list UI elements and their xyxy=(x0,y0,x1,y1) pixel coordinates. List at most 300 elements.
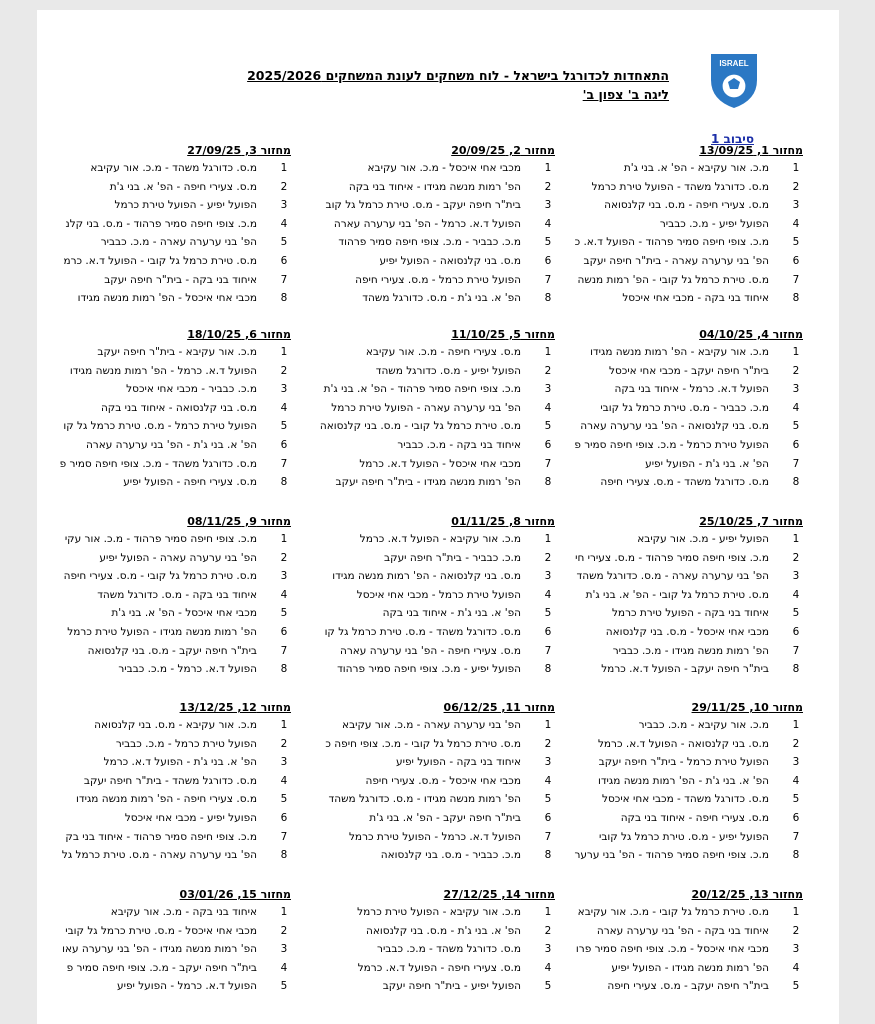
match-number: 1 xyxy=(544,162,552,174)
match-number: 7 xyxy=(544,644,552,657)
match-number: 5 xyxy=(792,793,800,806)
match-teams: הפועל טירת כרמל - בית"ר חיפה יעקב xyxy=(598,756,769,769)
round-title: מחזור 9, 08/11/25 xyxy=(187,515,291,528)
round-title: מחזור 13, 20/12/25 xyxy=(691,888,803,901)
match-number: 5 xyxy=(544,236,552,249)
match-teams: מ.ס. כדורגל משהד - מ.כ. אור עקיבא xyxy=(90,162,257,174)
match-teams: הפ' בני ערערה עארה - מ.ס. טירת כרמל גל xyxy=(61,849,257,862)
match-row xyxy=(305,922,555,941)
match-row xyxy=(305,362,555,381)
match-teams: מ.ס. כדורגל משהד - מכבי אחי איכסל xyxy=(602,793,769,806)
match-row xyxy=(41,530,291,549)
match-row xyxy=(41,196,291,215)
round-block xyxy=(41,326,291,492)
match-teams: הפועל יפיע - מ.כ. אור עקיבא xyxy=(637,533,769,545)
match-number: 1 xyxy=(280,719,288,731)
round-title: מחזור 2, 20/09/25 xyxy=(451,144,555,157)
match-row xyxy=(41,790,291,809)
match-teams: הפ' בני ערערה עארה - הפועל יפיע xyxy=(99,551,257,564)
match-teams: הפ' רמות מנשה מגידו - הפועל טירת כרמל xyxy=(67,625,257,638)
match-row xyxy=(305,455,555,474)
match-row xyxy=(553,716,803,735)
match-number: 5 xyxy=(792,607,800,620)
match-teams: מ.ס. כדורגל משהד - בית"ר חיפה יעקב xyxy=(83,774,257,787)
match-number: 8 xyxy=(792,663,800,676)
match-teams: בית"ר חיפה יעקב - מ.ס. צעירי חיפה xyxy=(607,980,769,993)
match-teams: הפ' א. בני ג'ת - הפועל ד.א. כרמל xyxy=(103,756,257,769)
document-title: התאחדות לכדורגל בישראל - לוח משחקים לעונת המשחקים 2025/2026 xyxy=(247,68,669,83)
match-number: 2 xyxy=(792,737,800,750)
match-row xyxy=(41,586,291,605)
match-teams: מ.כ. כבביר - מ.ס. טירת כרמל גל קובי xyxy=(600,401,769,414)
match-row xyxy=(553,660,803,679)
match-row xyxy=(305,772,555,791)
match-teams: מ.כ. כבביר - מ.ס. בני קלנסואה xyxy=(380,849,521,862)
match-row xyxy=(305,271,555,290)
match-number: 1 xyxy=(280,162,288,174)
match-row xyxy=(41,735,291,754)
match-teams: איחוד בני בקה - מ.כ. כבביר xyxy=(397,438,521,451)
match-teams: מכבי אחי איכסל - מ.כ. צופי חיפה סמיר פרו xyxy=(575,943,769,956)
match-number: 6 xyxy=(280,625,288,638)
match-number: 1 xyxy=(792,346,800,358)
match-teams: הפועל טירת כרמל - מכבי אחי איכסל xyxy=(356,588,521,601)
match-row xyxy=(305,604,555,623)
match-number: 2 xyxy=(280,737,288,750)
round-block xyxy=(305,513,555,679)
match-teams: מ.ס. בני קלנסואה - הפועל יפיע xyxy=(379,254,521,267)
match-number: 7 xyxy=(280,644,288,657)
match-number: 7 xyxy=(792,644,800,657)
match-number: 3 xyxy=(544,383,552,396)
match-teams: מ.כ. צופי חיפה סמיר פרהוד - מ.ס. בני קלנ xyxy=(65,217,257,230)
match-number: 4 xyxy=(280,401,288,414)
match-number: 7 xyxy=(792,457,800,470)
match-row xyxy=(305,530,555,549)
match-row xyxy=(41,436,291,455)
match-number: 8 xyxy=(544,292,552,305)
match-row xyxy=(553,790,803,809)
match-number: 7 xyxy=(280,273,288,286)
match-row xyxy=(305,586,555,605)
ifa-logo xyxy=(705,50,763,110)
match-teams: מכבי אחי איכסל - הפ' רמות מנשה מגידו xyxy=(77,292,257,305)
match-number: 6 xyxy=(544,625,552,638)
match-number: 6 xyxy=(792,625,800,638)
match-number: 1 xyxy=(544,533,552,545)
match-row xyxy=(305,289,555,308)
match-number: 1 xyxy=(544,906,552,918)
match-teams: בית"ר חיפה יעקב - מכבי אחי איכסל xyxy=(609,364,769,377)
match-teams: הפועל יפיע - מ.כ. כבביר xyxy=(659,217,769,230)
match-number: 3 xyxy=(280,756,288,769)
match-row xyxy=(553,380,803,399)
round-title: מחזור 7, 25/10/25 xyxy=(699,515,803,528)
match-teams: מ.כ. צופי חיפה סמיר פרהוד - איחוד בני בק xyxy=(65,830,257,843)
match-teams: איחוד בני בקה - בית"ר חיפה יעקב xyxy=(104,273,257,286)
document-page xyxy=(37,10,839,1024)
match-row xyxy=(41,417,291,436)
match-row xyxy=(41,604,291,623)
match-row xyxy=(553,567,803,586)
match-number: 1 xyxy=(792,906,800,918)
match-number: 2 xyxy=(544,924,552,937)
match-teams: מ.ס. בני קלנסואה - הפ' רמות מנשה מגידו xyxy=(332,570,521,583)
match-number: 4 xyxy=(544,588,552,601)
match-teams: מ.ס. צעירי חיפה - הפועל יפיע xyxy=(123,476,257,489)
match-row xyxy=(41,846,291,865)
match-row xyxy=(305,196,555,215)
match-number: 2 xyxy=(280,364,288,377)
match-row xyxy=(553,399,803,418)
match-row xyxy=(553,586,803,605)
match-number: 1 xyxy=(792,162,800,174)
match-row xyxy=(305,790,555,809)
match-row xyxy=(305,417,555,436)
match-number: 6 xyxy=(792,438,800,451)
match-row xyxy=(41,716,291,735)
match-teams: מ.כ. כבביר - מכבי אחי איכסל xyxy=(126,383,257,396)
match-row xyxy=(41,660,291,679)
round-title: מחזור 11, 06/12/25 xyxy=(443,701,555,714)
match-row xyxy=(41,959,291,978)
match-teams: מ.ס. כדורגל משהד - מ.כ. כבביר xyxy=(377,943,521,956)
match-row xyxy=(553,959,803,978)
round-title: מחזור 14, 27/12/25 xyxy=(443,888,555,901)
match-teams: הפ' רמות מנשה מגידו - איחוד בני בקה xyxy=(348,180,521,193)
match-teams: הפועל ד.א. כרמל - מ.כ. כבביר xyxy=(118,663,257,676)
match-number: 7 xyxy=(544,273,552,286)
match-row xyxy=(305,846,555,865)
match-number: 8 xyxy=(280,663,288,676)
match-teams: הפ' בני ערערה עארה - בית"ר חיפה יעקב xyxy=(583,254,769,267)
match-teams: מ.ס. בני קלנסואה - הפ' בני ערערה עארה xyxy=(580,420,769,433)
match-teams: מ.ס. צעירי חיפה - הפ' א. בני ג'ת xyxy=(109,180,257,193)
match-teams: בית"ר חיפה יעקב - מ.ס. טירת כרמל גל קוב xyxy=(325,199,521,212)
match-teams: מ.ס. כדורגל משהד - הפועל טירת כרמל xyxy=(591,180,769,193)
match-teams: הפ' רמות מנשה מגידו - בית"ר חיפה יעקב xyxy=(335,476,521,489)
match-row xyxy=(305,977,555,996)
match-row xyxy=(305,252,555,271)
match-row xyxy=(553,772,803,791)
match-row xyxy=(305,753,555,772)
match-number: 4 xyxy=(544,217,552,230)
match-teams: מכבי אחי איכסל - מ.ס. צעירי חיפה xyxy=(365,774,521,787)
round-title: מחזור 12, 13/12/25 xyxy=(179,701,291,714)
match-teams: הפועל ד.א. כרמל - איחוד בני בקה xyxy=(614,383,769,396)
match-teams: הפועל ד.א. כרמל - הפ' בני ערערה עארה xyxy=(333,217,521,230)
match-number: 4 xyxy=(792,588,800,601)
round-title: מחזור 1, 13/09/25 xyxy=(699,144,803,157)
match-teams: מ.כ. צופי חיפה סמיר פרהוד - הפ' בני ערער xyxy=(574,849,769,862)
match-number: 7 xyxy=(280,830,288,843)
match-row xyxy=(553,271,803,290)
match-row xyxy=(41,772,291,791)
match-teams: הפועל טירת כרמל - מ.ס. טירת כרמל גל קו xyxy=(63,420,257,433)
round-block xyxy=(553,326,803,492)
match-teams: מ.כ. אור עקיבא - בית"ר חיפה יעקב xyxy=(97,346,257,358)
match-number: 4 xyxy=(544,401,552,414)
match-number: 8 xyxy=(280,476,288,489)
match-teams: הפ' בני ערערה עארה - מ.ס. כדורגל משהד xyxy=(576,570,769,583)
match-row xyxy=(41,922,291,941)
match-teams: הפועל יפיע - מ.כ. צופי חיפה סמיר פרהוד xyxy=(337,663,521,676)
match-number: 6 xyxy=(544,438,552,451)
match-teams: מ.ס. כדורגל משהד - מ.ס. טירת כרמל גל קו xyxy=(324,625,521,638)
match-teams: מכבי אחי איכסל - הפועל ד.א. כרמל xyxy=(359,457,521,470)
match-teams: הפ' רמות מנשה מגידו - הפ' בני ערערה עאו xyxy=(62,943,257,956)
match-row xyxy=(41,455,291,474)
match-teams: מכבי אחי איכסל - הפ' א. בני ג'ת xyxy=(111,607,257,620)
match-teams: הפועל ד.א. כרמל - הפועל טירת כרמל xyxy=(348,830,521,843)
round-block xyxy=(553,699,803,865)
match-teams: הפ' בני ערערה עארה - מ.כ. כבביר xyxy=(100,236,257,249)
match-number: 2 xyxy=(792,364,800,377)
match-teams: מ.ס. טירת כרמל גל קובי - הפ' א. בני ג'ת xyxy=(585,588,769,601)
match-number: 5 xyxy=(280,980,288,993)
match-teams: הפועל יפיע - בית"ר חיפה יעקב xyxy=(382,980,521,993)
match-row xyxy=(41,362,291,381)
match-row xyxy=(553,922,803,941)
match-teams: מ.ס. כדורגל משהד - מ.כ. צופי חיפה סמיר פ xyxy=(59,457,257,470)
match-number: 6 xyxy=(280,438,288,451)
match-row xyxy=(305,623,555,642)
match-teams: בית"ר חיפה יעקב - הפועל ד.א. כרמל xyxy=(601,663,769,676)
match-teams: מ.ס. צעירי חיפה - הפ' בני ערערה עארה xyxy=(340,644,521,657)
match-number: 3 xyxy=(544,570,552,583)
match-number: 4 xyxy=(792,217,800,230)
round-title: מחזור 4, 04/10/25 xyxy=(699,328,803,341)
match-number: 3 xyxy=(280,570,288,583)
round-block xyxy=(41,886,291,996)
match-teams: הפועל טירת כרמל - מ.כ. כבביר xyxy=(115,737,257,750)
match-teams: מ.ס. בני קלנסואה - איחוד בני בקה xyxy=(100,401,257,414)
round-block xyxy=(305,326,555,492)
match-row xyxy=(305,959,555,978)
match-teams: מכבי אחי איכסל - מ.ס. בני קלנסואה xyxy=(605,625,769,638)
match-teams: מ.ס. טירת כרמל גל קובי - מ.ס. צעירי חיפה xyxy=(63,570,257,583)
match-teams: הפ' א. בני ג'ת - הפ' בני ערערה עארה xyxy=(85,438,257,451)
match-number: 1 xyxy=(280,906,288,918)
match-row xyxy=(553,436,803,455)
match-number: 8 xyxy=(544,476,552,489)
match-row xyxy=(305,567,555,586)
match-teams: מ.כ. אור עקיבא - הפועל ד.א. כרמל xyxy=(359,533,521,545)
match-teams: מ.ס. כדורגל משהד - מ.ס. צעירי חיפה xyxy=(600,476,769,489)
match-row xyxy=(305,343,555,362)
match-number: 2 xyxy=(792,180,800,193)
match-row xyxy=(553,455,803,474)
match-row xyxy=(305,215,555,234)
match-number: 5 xyxy=(544,607,552,620)
match-number: 5 xyxy=(544,793,552,806)
round-title: מחזור 6, 18/10/25 xyxy=(187,328,291,341)
match-number: 5 xyxy=(792,980,800,993)
match-row xyxy=(305,380,555,399)
match-teams: הפועל ד.א. כרמל - הפ' רמות מנשה מגידו xyxy=(69,364,257,377)
round-block xyxy=(553,886,803,996)
match-row xyxy=(305,642,555,661)
match-number: 2 xyxy=(280,551,288,564)
match-teams: הפועל יפיע - הפועל טירת כרמל xyxy=(114,199,257,212)
match-teams: מ.ס. טירת כרמל גל קובי - הפ' רמות מנשה xyxy=(577,273,769,286)
match-number: 3 xyxy=(544,199,552,212)
match-row xyxy=(553,623,803,642)
match-number: 4 xyxy=(544,961,552,974)
match-teams: הפועל יפיע - מ.ס. כדורגל משהד xyxy=(375,364,521,377)
match-number: 5 xyxy=(280,607,288,620)
match-teams: מ.ס. בני קלנסואה - הפועל ד.א. כרמל xyxy=(597,737,769,750)
match-row xyxy=(553,604,803,623)
match-teams: מ.ס. טירת כרמל גל קובי - מ.ס. בני קלנסואה xyxy=(319,420,521,433)
match-row xyxy=(553,828,803,847)
match-row xyxy=(41,343,291,362)
match-row xyxy=(553,809,803,828)
match-row xyxy=(41,252,291,271)
match-row xyxy=(553,735,803,754)
match-teams: מ.כ. צופי חיפה סמיר פרהוד - הפועל ד.א. כ xyxy=(574,236,769,249)
match-number: 1 xyxy=(280,533,288,545)
match-teams: הפ' א. בני ג'ת - הפ' רמות מנשה מגידו xyxy=(597,774,769,787)
round-title: מחזור 15, 03/01/26 xyxy=(179,888,291,901)
match-number: 3 xyxy=(544,756,552,769)
match-row xyxy=(41,473,291,492)
match-row xyxy=(41,215,291,234)
match-row xyxy=(41,623,291,642)
match-number: 2 xyxy=(544,737,552,750)
match-row xyxy=(305,735,555,754)
match-number: 8 xyxy=(280,849,288,862)
match-number: 8 xyxy=(544,849,552,862)
match-teams: מ.ס. טירת כרמל גל קובי - מ.כ. צופי חיפה כ xyxy=(325,737,521,750)
match-row xyxy=(41,828,291,847)
match-row xyxy=(553,289,803,308)
match-number: 5 xyxy=(280,236,288,249)
match-teams: איחוד בני בקה - מכבי אחי איכסל xyxy=(622,292,769,305)
match-number: 4 xyxy=(280,774,288,787)
match-row xyxy=(305,716,555,735)
round-block xyxy=(41,513,291,679)
match-row xyxy=(305,660,555,679)
match-number: 2 xyxy=(544,551,552,564)
match-teams: מ.ס. טירת כרמל גל קובי - הפועל ד.א. כרמ xyxy=(63,254,257,267)
match-number: 2 xyxy=(792,924,800,937)
match-row xyxy=(553,903,803,922)
match-teams: הפ' בני ערערה עארה - הפועל טירת כרמל xyxy=(331,401,521,414)
match-number: 7 xyxy=(544,457,552,470)
match-number: 8 xyxy=(280,292,288,305)
match-row xyxy=(41,753,291,772)
match-number: 1 xyxy=(544,346,552,358)
match-teams: מכבי אחי איכסל - מ.ס. טירת כרמל גל קובי xyxy=(65,924,257,937)
match-number: 6 xyxy=(544,254,552,267)
match-number: 6 xyxy=(792,811,800,824)
match-teams: מ.כ. כבביר - בית"ר חיפה יעקב xyxy=(384,551,521,564)
logo-text: ISRAEL xyxy=(719,59,749,68)
match-row xyxy=(553,977,803,996)
cycle-link[interactable]: סיבוב 1 xyxy=(711,132,754,146)
match-number: 3 xyxy=(280,383,288,396)
match-teams: מ.כ. אור עקיבא - הפ' רמות מנשה מגידו xyxy=(590,346,769,358)
match-row xyxy=(41,940,291,959)
match-teams: בית"ר חיפה יעקב - הפ' א. בני ג'ת xyxy=(369,811,521,824)
match-number: 5 xyxy=(792,420,800,433)
match-number: 3 xyxy=(280,943,288,956)
match-number: 4 xyxy=(280,588,288,601)
match-row xyxy=(305,436,555,455)
match-number: 6 xyxy=(792,254,800,267)
match-teams: מ.כ. אור עקיבא - הפועל טירת כרמל xyxy=(357,906,521,918)
match-number: 5 xyxy=(544,420,552,433)
match-teams: הפועל יפיע - מ.ס. טירת כרמל גל קובי xyxy=(598,830,769,843)
match-row xyxy=(41,642,291,661)
match-number: 4 xyxy=(792,961,800,974)
match-row xyxy=(553,343,803,362)
match-row xyxy=(41,233,291,252)
match-row xyxy=(553,362,803,381)
match-teams: מ.כ. צופי חיפה סמיר פרהוד - מ.כ. אור עקי xyxy=(64,533,257,545)
match-row xyxy=(553,530,803,549)
round-title: מחזור 3, 27/09/25 xyxy=(187,144,291,157)
match-teams: הפועל טירת כרמל - מ.כ. צופי חיפה סמיר פ xyxy=(574,438,769,451)
match-row xyxy=(553,159,803,178)
round-title: מחזור 5, 11/10/25 xyxy=(451,328,555,341)
match-row xyxy=(553,549,803,568)
match-row xyxy=(41,567,291,586)
match-number: 3 xyxy=(792,383,800,396)
match-row xyxy=(305,159,555,178)
match-row xyxy=(305,473,555,492)
match-teams: מ.כ. אור עקיבא - מ.ס. בני קלנסואה xyxy=(94,719,257,731)
match-row xyxy=(41,289,291,308)
match-teams: הפ' א. בני ג'ת - איחוד בני בקה xyxy=(382,607,521,620)
match-row xyxy=(41,159,291,178)
match-row xyxy=(41,399,291,418)
match-teams: הפ' רמות מנשה מגידו - מ.כ. כבביר xyxy=(612,644,769,657)
match-row xyxy=(553,642,803,661)
match-teams: איחוד בני בקה - מ.ס. כדורגל משהד xyxy=(97,588,257,601)
match-teams: מ.ס. צעירי חיפה - מ.כ. אור עקיבא xyxy=(365,346,521,358)
match-teams: בית"ר חיפה יעקב - מ.כ. צופי חיפה סמיר פ xyxy=(66,961,257,974)
match-row xyxy=(41,271,291,290)
match-row xyxy=(553,178,803,197)
match-teams: הפועל יפיע - מכבי אחי איכסל xyxy=(124,811,257,824)
match-teams: בית"ר חיפה יעקב - מ.ס. בני קלנסואה xyxy=(87,644,257,657)
match-row xyxy=(305,549,555,568)
match-teams: מ.כ. צופי חיפה סמיר פרהוד - הפ' א. בני ג'ת xyxy=(323,383,521,396)
match-row xyxy=(305,903,555,922)
match-number: 2 xyxy=(280,924,288,937)
match-teams: איחוד בני בקה - מ.כ. אור עקיבא xyxy=(110,906,257,918)
match-teams: מ.כ. צופי חיפה סמיר פרהוד - מ.ס. צעירי חי xyxy=(575,551,769,564)
match-row xyxy=(553,252,803,271)
match-number: 5 xyxy=(280,793,288,806)
match-number: 5 xyxy=(280,420,288,433)
match-row xyxy=(553,753,803,772)
match-teams: הפ' א. בני ג'ת - מ.ס. בני קלנסואה xyxy=(366,924,521,937)
round-block xyxy=(553,142,803,308)
match-row xyxy=(553,233,803,252)
match-row xyxy=(41,809,291,828)
match-number: 5 xyxy=(544,980,552,993)
match-row xyxy=(305,809,555,828)
match-number: 3 xyxy=(792,943,800,956)
match-teams: מ.כ. אור עקיבא - מ.כ. כבביר xyxy=(638,719,769,731)
match-row xyxy=(305,399,555,418)
match-number: 6 xyxy=(544,811,552,824)
match-number: 4 xyxy=(280,217,288,230)
match-teams: מ.ס. צעירי חיפה - איחוד בני בקה xyxy=(620,811,769,824)
